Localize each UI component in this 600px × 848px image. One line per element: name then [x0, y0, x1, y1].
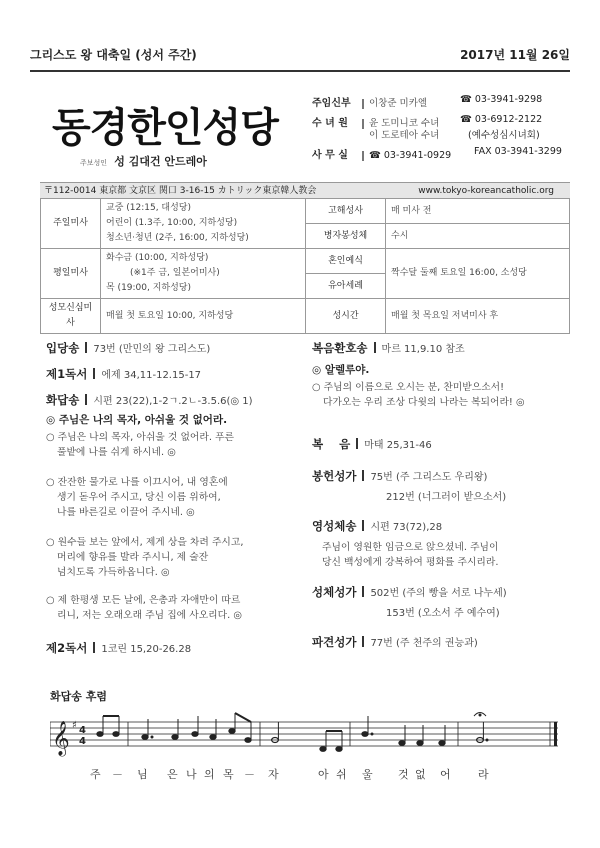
first-reading: 제1독서 에제 34,11-12.15-17 [46, 367, 202, 381]
gospel-acclamation: 복음환호송 마르 11,9.10 참조 [312, 341, 465, 355]
sunday-mass-times: 교중 (12:15, 대성당) 어린이 (1.3주, 10:00, 지하성당) 청소년·청년 (2주, 16:00, 지하성당) [101, 199, 306, 249]
mass-schedule-table [40, 198, 570, 334]
patron-saint: 주보성인 성 김대건 안드레아 [80, 155, 207, 168]
notes [97, 713, 488, 752]
acclamation-verse: ○ 주님의 이름으로 오시는 분, 찬미받으소서! 다가오는 우리 조상 다윗의 나라는 복되어라! ◎ [312, 382, 525, 408]
svg-text:4: 4 [79, 736, 86, 747]
lyric-syllable: 쉬 [336, 768, 347, 781]
psalm-verse-1: ○ 주님은 나의 목자, 아쉬울 것 없어라. 푸른 풀밭에 나를 쉬게 하시네. ◎ [46, 432, 234, 458]
lyric-syllable: 나 [186, 768, 197, 781]
lyric-syllable: 님 [137, 768, 148, 781]
header-divider [30, 70, 570, 72]
lyric-syllable: 자 [268, 768, 279, 781]
sick-communion-value: 수시 [386, 224, 570, 249]
psalm-refrain: ◎ 주님은 나의 목자, 아쉬울 것 없어라. [46, 414, 228, 426]
address-bar [40, 182, 570, 198]
communion-antiphon: 영성체송 시편 73(72),28 [312, 519, 443, 533]
psalm: 화답송 시편 23(22),1-2ㄱ.2ㄴ-3.5.6(◎ 1) [46, 393, 253, 407]
treble-clef-icon: 𝄞 [52, 721, 70, 756]
music-staff [50, 710, 562, 760]
nuns-row: 수 녀 원 윤 도미니코 수녀 ☎ 03-6912-2122 [312, 114, 543, 129]
weekday-mass-label: 평일미사 [41, 249, 101, 299]
sharp-icon: ♯ [72, 720, 77, 731]
gospel: 복 음 마태 25,31-46 [312, 437, 432, 451]
communion-hymn: 성체성가 502번 (주의 빵을 서로 나누세) [312, 585, 507, 599]
psalm-verse-3: ○ 원수들 보는 앞에서, 제게 상을 차려 주시고, 머리에 향유를 발라 주시니, 제 술잔 넘치도록 가득하옵니다. ◎ [46, 537, 244, 578]
office-phone: ☎ 03-3941-0929 [369, 150, 452, 161]
marian-mass-value: 매월 첫 토요일 10:00, 지하성당 [101, 299, 306, 334]
alleluia: ◎ 알렐루야. [312, 364, 370, 376]
marian-mass-label: 성모신심미사 [41, 299, 101, 334]
sick-communion-label: 병자봉성체 [306, 224, 386, 249]
confession-value: 매 미사 전 [386, 199, 570, 224]
lyric-syllable: － [112, 768, 123, 781]
offertory-hymn: 봉헌성가 75번 (주 그리스도 우리왕) [312, 469, 488, 483]
recessional-hymn: 파견성가 77번 (주 천주의 권능과) [312, 635, 478, 649]
confession-label: 고해성사 [306, 199, 386, 224]
second-reading: 제2독서 1코린 15,20-26.28 [46, 641, 192, 655]
office-row: 사 무 실 ☎ 03-3941-0929 FAX 03-3941-3299 [312, 146, 562, 161]
psalm-verse-2: ○ 잔잔한 물가로 나를 이끄시어, 내 영혼에 생기 돋우어 주시고, 당신 이름 위하여, 나를 바른길로 이끌어 주시네. ◎ [46, 477, 228, 518]
lyric-syllable: 의 [204, 768, 215, 781]
lyric-syllable: 은 [167, 768, 178, 781]
communion-hymn-2: 153번 (오소서 주 예수여) [386, 608, 500, 619]
infant-baptism-label: 유아세례 [306, 274, 386, 299]
lyric-syllable: 아 [318, 768, 329, 781]
pastor-phone: ☎ 03-3941-9298 [460, 94, 543, 105]
offertory-hymn-2: 212번 (너그러이 받으소서) [386, 492, 507, 503]
office-fax: FAX 03-3941-3299 [474, 146, 562, 157]
lyric-syllable: 주 [90, 768, 101, 781]
address-text: 〒112-0014 東京都 文京区 関口 3-16-15 カトリック東京韓人教会 [44, 186, 317, 196]
psalm-refrain-music-title: 화답송 후렴 [50, 690, 107, 703]
parish-logo: 동경한인성당 [52, 104, 278, 151]
lyric-syllable: 라 [478, 768, 489, 781]
bulletin-date: 2017년 11월 26일 [460, 48, 570, 62]
website-link[interactable]: www.tokyo-koreancatholic.org [418, 186, 554, 196]
wedding-baptism-value: 짝수달 둘째 토요일 16:00, 소성당 [386, 249, 570, 299]
holy-hour-value: 매월 첫 목요일 저녁미사 후 [386, 299, 570, 334]
svg-text:4: 4 [79, 725, 86, 736]
lyric-syllable: 없 [415, 768, 426, 781]
lyric-syllable: 것 [398, 768, 409, 781]
weekday-mass-times: 화수금 (10:00, 지하성당) (※1주 금, 일본어미사) 목 (19:00, 지하성당) [101, 249, 306, 299]
lyric-syllable: 어 [440, 768, 451, 781]
wedding-label: 혼인예식 [306, 249, 386, 274]
communion-antiphon-text: 주님이 영원한 임금으로 앉으셨네. 주님이 당신 백성에게 강복하여 평화를 주시리라. [322, 542, 499, 568]
entrance-hymn: 입당송 73번 (만민의 왕 그리스도) [46, 341, 211, 355]
lyric-syllable: 울 [362, 768, 373, 781]
pastor-row: 주임신부 이창준 미카엘 ☎ 03-3941-9298 [312, 94, 543, 109]
nuns-row-2: 이 도로테아 수녀 (예수성심시녀회) [312, 127, 570, 141]
lyric-syllable: － [244, 768, 255, 781]
feast-title: 그리스도 왕 대축일 (성서 주간) [30, 48, 197, 62]
psalm-verse-4: ○ 제 한평생 모든 날에, 은총과 자애만이 따르 리니, 저는 오래오래 주님 집에 사오리다. ◎ [46, 595, 242, 621]
sunday-mass-label: 주일미사 [41, 199, 101, 249]
lyric-syllable: 목 [223, 768, 234, 781]
holy-hour-label: 성시간 [306, 299, 386, 334]
nuns-org: (예수성심시녀회) [468, 130, 540, 141]
nuns-phone: ☎ 03-6912-2122 [460, 114, 543, 125]
